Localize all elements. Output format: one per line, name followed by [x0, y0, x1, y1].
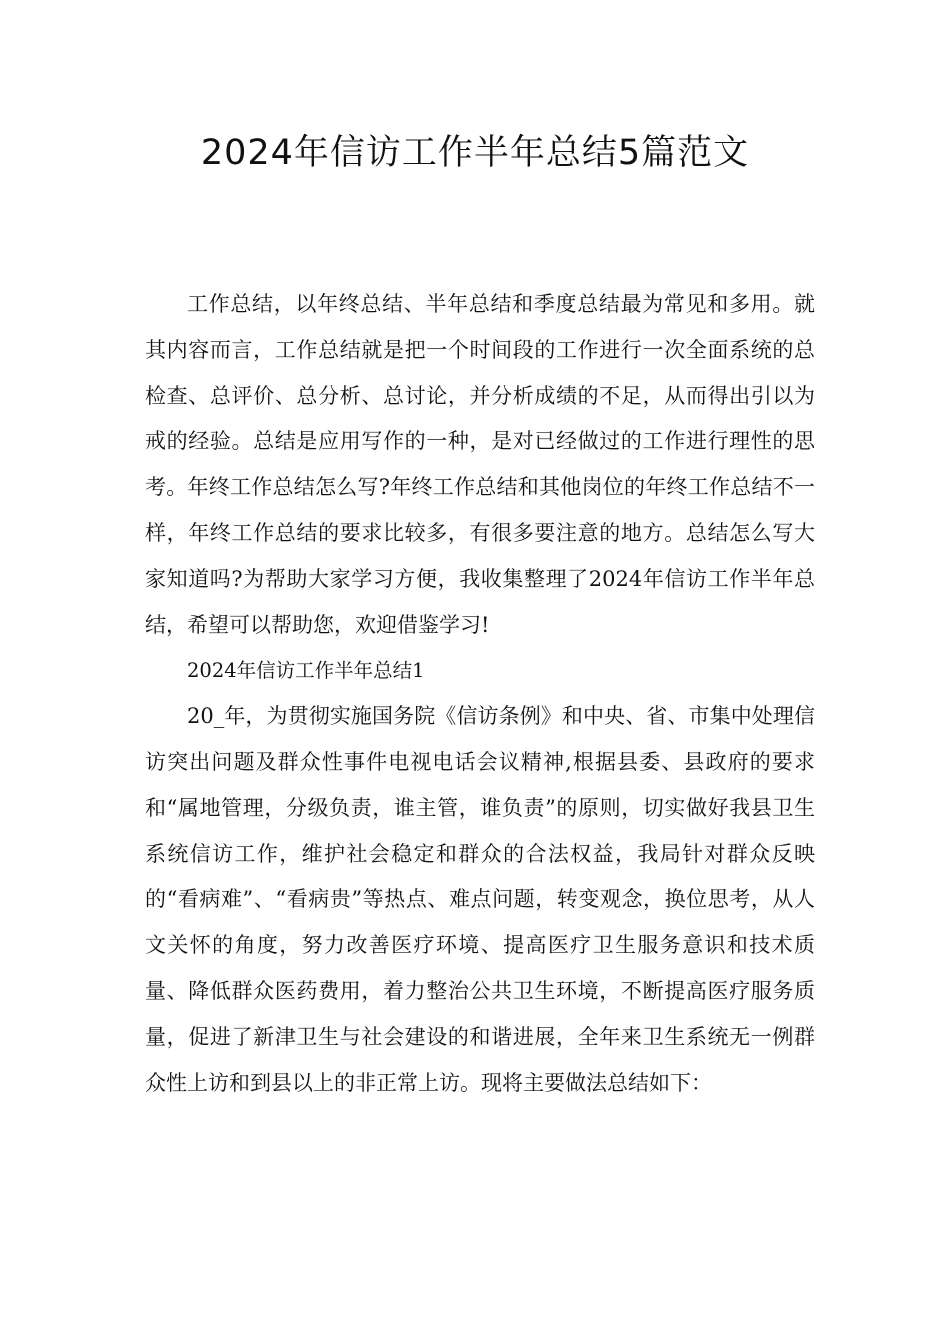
section-heading: 2024年信访工作半年总结1: [187, 659, 425, 683]
document-title: 2024年信访工作半年总结5篇范文: [200, 133, 750, 173]
document-body: [145, 282, 815, 1106]
body-paragraph: 20_年，为贯彻实施国务院《信访条例》和中央、省、市集中处理信访突出问题及群众性事件电视电话会议精神,根据县委、县政府的要求和“属地管理，分级负责，谁主管，谁负责”的原则，切实做好我县卫生系统信访工作，维护社会稳定和群众的合法权益，我局针对群众反映的“看病难”、“看病贵”等热点、难点问题，转变观念，换位思考，从人文关怀的角度，努力改善医疗环境、提高医疗卫生服务意识和技术质量、降低群众医药费用，着力整治公共卫生环境，不断提高医疗服务质量，促进了新津卫生与社会建设的和谐进展，全年来卫生系统无一例群众性上访和到县以上的非正常上访。现将主要做法总结如下：: [145, 704, 815, 1095]
intro-paragraph: 工作总结，以年终总结、半年总结和季度总结最为常见和多用。就其内容而言，工作总结就是把一个时间段的工作进行一次全面系统的总检查、总评价、总分析、总讨论，并分析成绩的不足，从而得出引以为戒的经验。总结是应用写作的一种，是对已经做过的工作进行理性的思考。年终工作总结怎么写?年终工作总结和其他岗位的年终工作总结不一样，年终工作总结的要求比较多，有很多要注意的地方。总结怎么写大家知道吗?为帮助大家学习方便，我收集整理了2024年信访工作半年总结，希望可以帮助您，欢迎借鉴学习!: [145, 292, 815, 637]
